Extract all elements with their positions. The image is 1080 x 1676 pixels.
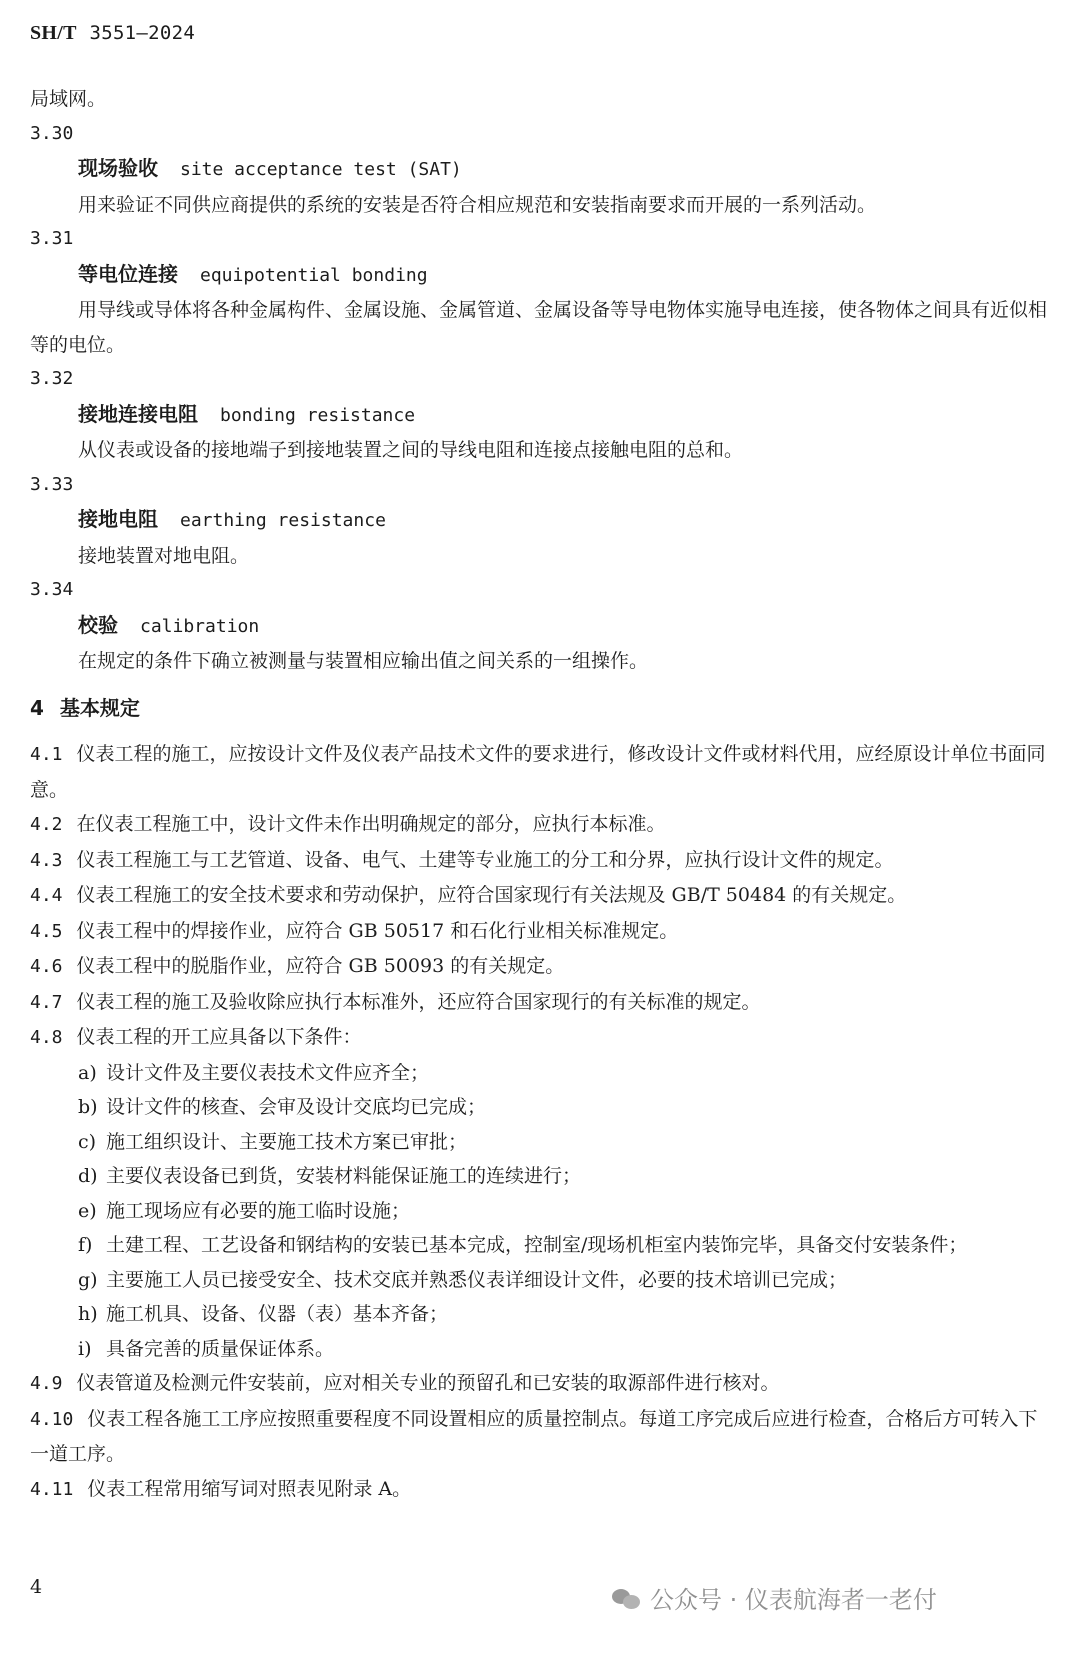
list-item <box>78 1125 1050 1160</box>
term-title <box>30 502 1050 539</box>
watermark-text: 公众号 · 仪表航海者一老付 <box>650 1586 937 1614</box>
term-en: calibration <box>140 615 260 637</box>
term-en: bonding resistance <box>220 404 416 426</box>
list-text: 设计文件的核查、会审及设计交底均已完成； <box>106 1096 487 1118</box>
clause-number: 4.4 <box>30 885 63 906</box>
term-en: site acceptance test (SAT) <box>180 159 462 180</box>
clause-text: 在仪表工程施工中，设计文件未作出明确规定的部分，应执行本标准。 <box>76 813 666 835</box>
list-text: 设计文件及主要仪表技术文件应齐全； <box>106 1061 430 1084</box>
term-number: 3.33 <box>30 473 74 495</box>
term-entry <box>30 468 1050 574</box>
clause-text: 仪表工程的施工及验收除应执行本标准外，还应符合国家现行的有关标准的规定。 <box>76 990 761 1013</box>
term-zh: 等电位连接 <box>78 261 178 286</box>
list-item <box>78 1159 1050 1194</box>
term-en: earthing resistance <box>180 510 386 531</box>
page-content <box>30 82 1050 1507</box>
clause-number: 4.11 <box>30 1478 74 1500</box>
term-definition: 在规定的条件下确立被测量与装置相应输出值之间关系的一组操作。 <box>78 650 649 672</box>
clause-number: 4.3 <box>30 849 63 871</box>
term-title <box>30 257 1050 294</box>
term-number: 3.31 <box>30 228 74 249</box>
clause-number: 4.8 <box>30 1027 63 1048</box>
clause-text: 仪表工程各施工工序应按照重要程度不同设置相应的质量控制点。每道工序完成后应进行检查，合格后方可转入下一道工序。 <box>30 1407 1038 1465</box>
term-number: 3.30 <box>30 122 74 144</box>
clause <box>30 1366 1050 1402</box>
term-title <box>30 397 1050 434</box>
list-text: 土建工程、工艺设备和钢结构的安装已基本完成，控制室/现场机柜室内装饰完毕，具备交付安装条件； <box>106 1234 968 1256</box>
clause-text: 仪表工程中的焊接作业，应符合 GB 50517 和石化行业相关标准规定。 <box>76 919 679 942</box>
clause <box>30 1020 1050 1056</box>
chapter-number: 4 <box>30 695 44 720</box>
list-text: 施工现场应有必要的施工临时设施； <box>106 1199 411 1222</box>
standard-number: 3551—2024 <box>89 22 196 44</box>
clause <box>30 878 1050 914</box>
clause <box>30 807 1050 843</box>
clause <box>30 1402 1050 1472</box>
clause-number: 4.10 <box>30 1408 74 1430</box>
chapter-title: 基本规定 <box>59 695 140 720</box>
term-title <box>30 608 1050 645</box>
clause <box>30 1472 1050 1508</box>
term-en: equipotential bonding <box>200 264 428 286</box>
clause-text: 仪表工程施工的安全技术要求和劳动保护，应符合国家现行有关法规及 GB/T 50484 的有关规定。 <box>76 884 907 906</box>
term-entry <box>30 573 1050 679</box>
watermark <box>612 1580 937 1615</box>
clause-number: 4.2 <box>30 814 63 835</box>
term-entry <box>30 362 1050 468</box>
clause-number: 4.7 <box>30 991 63 1013</box>
clause <box>30 843 1050 879</box>
list-label: h) <box>78 1303 98 1325</box>
page-number: 4 <box>30 1576 43 1598</box>
term-zh: 校验 <box>78 612 118 637</box>
list-label: f) <box>78 1234 93 1256</box>
list-item <box>78 1332 1050 1367</box>
clause <box>30 914 1050 950</box>
term-definition: 接地装置对地电阻。 <box>78 544 250 567</box>
term-definition: 用来验证不同供应商提供的系统的安装是否符合相应规范和安装指南要求而开展的一系列活动。 <box>78 193 877 216</box>
term-entry <box>30 117 1050 223</box>
list-text: 施工组织设计、主要施工技术方案已审批； <box>106 1130 468 1153</box>
term-title <box>30 151 1050 188</box>
term-number: 3.32 <box>30 368 74 389</box>
list-label: g) <box>78 1268 98 1291</box>
list-label: c) <box>78 1130 97 1153</box>
list-label: i) <box>78 1337 92 1360</box>
term-entry <box>30 222 1050 362</box>
clause <box>30 737 1050 807</box>
list-item <box>78 1228 1050 1263</box>
intro-line: 局域网。 <box>30 88 107 110</box>
term-zh: 接地电阻 <box>78 507 158 531</box>
clause-number: 4.6 <box>30 956 63 977</box>
term-zh: 接地连接电阻 <box>78 401 198 426</box>
list-item <box>78 1056 1050 1091</box>
list-text: 主要施工人员已接受安全、技术交底并熟悉仪表详细设计文件，必要的技术培训已完成； <box>106 1268 848 1291</box>
clause-text: 仪表工程的开工应具备以下条件： <box>76 1026 362 1048</box>
clause-text: 仪表工程常用缩写词对照表见附录 A。 <box>87 1477 412 1500</box>
list-item <box>78 1263 1050 1298</box>
page-header <box>30 22 195 45</box>
term-definition: 从仪表或设备的接地端子到接地装置之间的导线电阻和连接点接触电阻的总和。 <box>78 439 744 461</box>
clause-text: 仪表管道及检测元件安装前，应对相关专业的预留孔和已安装的取源部件进行核对。 <box>76 1372 780 1394</box>
list-item <box>78 1194 1050 1229</box>
list-item <box>78 1297 1050 1332</box>
standard-code: SH/T <box>30 22 77 44</box>
term-zh: 现场验收 <box>78 156 158 180</box>
list-item <box>78 1090 1050 1125</box>
term-definition: 用导线或导体将各种金属构件、金属设施、金属管道、金属设备等导电物体实施导电连接，使各物体之间具有近似相等的电位。 <box>30 299 1048 356</box>
chapter-heading <box>30 691 1050 726</box>
list-text: 施工机具、设备、仪器（表）基本齐备； <box>106 1303 449 1325</box>
clause-number: 4.1 <box>30 744 63 765</box>
clause-text: 仪表工程中的脱脂作业，应符合 GB 50093 的有关规定。 <box>76 955 565 977</box>
list-text: 具备完善的质量保证体系。 <box>106 1337 335 1360</box>
list-label: e) <box>78 1199 97 1222</box>
term-number: 3.34 <box>30 579 74 600</box>
list-label: a) <box>78 1061 97 1084</box>
clause <box>30 985 1050 1021</box>
clause-number: 4.5 <box>30 920 63 942</box>
clause-text: 仪表工程施工与工艺管道、设备、电气、土建等专业施工的分工和分界，应执行设计文件的规定。 <box>76 848 894 871</box>
list-text: 主要仪表设备已到货，安装材料能保证施工的连续进行； <box>106 1165 582 1187</box>
wechat-icon <box>612 1586 642 1610</box>
clause-number: 4.9 <box>30 1373 63 1394</box>
list-label: b) <box>78 1096 98 1118</box>
clause <box>30 949 1050 985</box>
conditions-list <box>30 1056 1050 1367</box>
list-label: d) <box>78 1165 98 1187</box>
clause-text: 仪表工程的施工，应按设计文件及仪表产品技术文件的要求进行，修改设计文件或材料代用，应经原设计单位书面同意。 <box>30 743 1046 801</box>
